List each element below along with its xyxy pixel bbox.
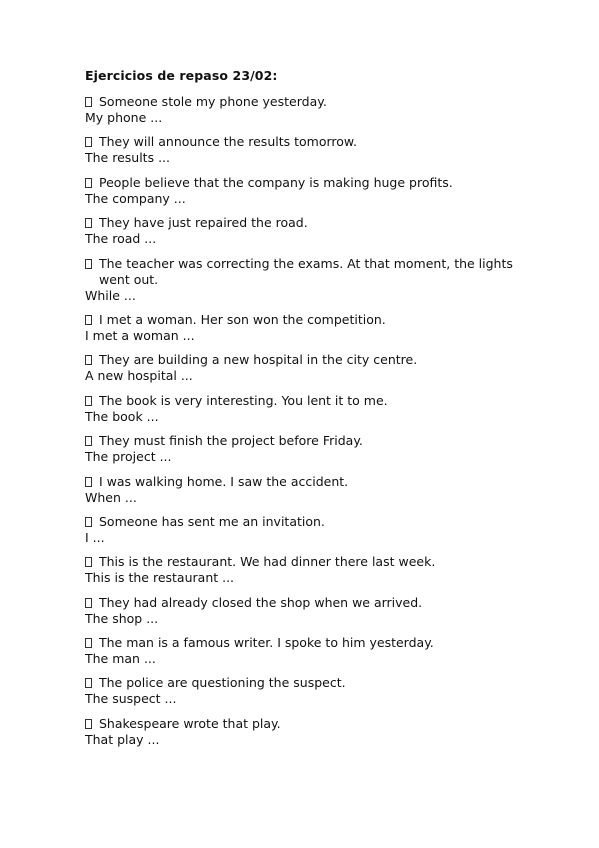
missing-glyph-bullet-icon	[85, 97, 92, 107]
missing-glyph-bullet-icon	[85, 396, 92, 406]
exercise-prompt	[85, 433, 515, 449]
exercise-item	[85, 675, 515, 707]
exercise-prompt-text: Shakespeare wrote that play.	[99, 715, 281, 731]
exercise-prompt-text: They will announce the results tomorrow.	[99, 134, 357, 150]
exercise-prompt-text: Someone stole my phone yesterday.	[99, 94, 327, 109]
exercise-item	[85, 94, 515, 126]
missing-glyph-bullet-icon	[85, 557, 92, 567]
exercise-answer-stem: The man ...	[85, 651, 156, 667]
exercise-item	[85, 595, 515, 627]
exercise-prompt-text: The teacher was correcting the exams. At that moment, the lights went out.	[99, 255, 513, 287]
exercise-prompt	[85, 554, 515, 570]
missing-glyph-bullet-icon	[85, 517, 92, 527]
exercise-item	[85, 215, 515, 247]
exercise-prompt	[85, 94, 515, 110]
exercise-prompt-text: I met a woman. Her son won the competition.	[99, 311, 386, 327]
exercise-answer-stem: I ...	[85, 529, 105, 545]
exercise-item	[85, 134, 515, 166]
exercise-answer-stem: The book ...	[85, 408, 159, 424]
missing-glyph-bullet-icon	[85, 178, 92, 188]
exercise-item	[85, 716, 515, 748]
exercise-prompt	[85, 352, 515, 368]
missing-glyph-bullet-icon	[85, 259, 92, 269]
missing-glyph-bullet-icon	[85, 719, 92, 729]
exercise-prompt-text: The police are questioning the suspect.	[99, 675, 346, 691]
exercise-answer-stem: That play ...	[85, 731, 160, 747]
missing-glyph-bullet-icon	[85, 477, 92, 487]
exercise-item	[85, 352, 515, 384]
exercise-answer-stem: The company ...	[85, 190, 186, 206]
exercise-prompt-text: They are building a new hospital in the city centre.	[99, 352, 418, 368]
exercise-prompt-text: They must finish the project before Friday.	[99, 433, 363, 449]
missing-glyph-bullet-icon	[85, 315, 92, 325]
exercise-answer-stem: The shop ...	[85, 610, 159, 626]
exercise-prompt	[85, 393, 515, 409]
document-title: Ejercicios de repaso 23/02:	[85, 68, 278, 83]
exercise-answer-stem: A new hospital ...	[85, 368, 193, 384]
exercise-prompt	[85, 256, 515, 288]
missing-glyph-bullet-icon	[85, 678, 92, 688]
exercise-answer-stem: The results ...	[85, 150, 170, 166]
exercise-prompt	[85, 675, 515, 691]
missing-glyph-bullet-icon	[85, 137, 92, 147]
exercise-item	[85, 256, 515, 304]
exercise-prompt	[85, 215, 515, 231]
exercise-item	[85, 635, 515, 667]
exercise-answer-stem: While ...	[85, 287, 136, 303]
exercise-item	[85, 514, 515, 546]
exercise-prompt-text: The book is very interesting. You lent it to me.	[99, 392, 388, 408]
missing-glyph-bullet-icon	[85, 218, 92, 228]
exercise-prompt	[85, 514, 515, 530]
exercise-answer-stem: The suspect ...	[85, 691, 177, 707]
exercise-answer-stem: I met a woman ...	[85, 327, 195, 343]
exercise-prompt-text: They have just repaired the road.	[99, 215, 308, 231]
document-page	[85, 68, 515, 756]
exercise-prompt-text: I was walking home. I saw the accident.	[99, 473, 349, 489]
exercise-answer-stem: The project ...	[85, 449, 172, 465]
exercise-prompt	[85, 716, 515, 732]
exercise-item	[85, 433, 515, 465]
exercise-prompt	[85, 312, 515, 328]
exercise-prompt-text: This is the restaurant. We had dinner there last week.	[99, 554, 436, 570]
exercise-prompt-text: They had already closed the shop when we arrived.	[99, 594, 423, 610]
exercise-item	[85, 175, 515, 207]
exercise-prompt	[85, 635, 515, 651]
exercise-prompt	[85, 595, 515, 611]
exercise-prompt	[85, 474, 515, 490]
exercise-prompt-text: The man is a famous writer. I spoke to him yesterday.	[99, 635, 434, 651]
exercise-prompt-text: Someone has sent me an invitation.	[99, 513, 325, 529]
missing-glyph-bullet-icon	[85, 355, 92, 365]
exercise-answer-stem: When ...	[85, 489, 137, 505]
exercise-answer-stem: The road ...	[85, 231, 157, 247]
exercise-item	[85, 474, 515, 506]
missing-glyph-bullet-icon	[85, 598, 92, 608]
exercise-prompt	[85, 175, 515, 191]
exercise-prompt-text: People believe that the company is making huge profits.	[99, 174, 453, 190]
exercise-prompt	[85, 134, 515, 150]
exercise-answer-stem: My phone ...	[85, 110, 163, 125]
missing-glyph-bullet-icon	[85, 638, 92, 648]
exercise-item	[85, 554, 515, 586]
exercise-answer-stem: This is the restaurant ...	[85, 570, 235, 586]
exercise-item	[85, 312, 515, 344]
exercise-item	[85, 393, 515, 425]
missing-glyph-bullet-icon	[85, 436, 92, 446]
